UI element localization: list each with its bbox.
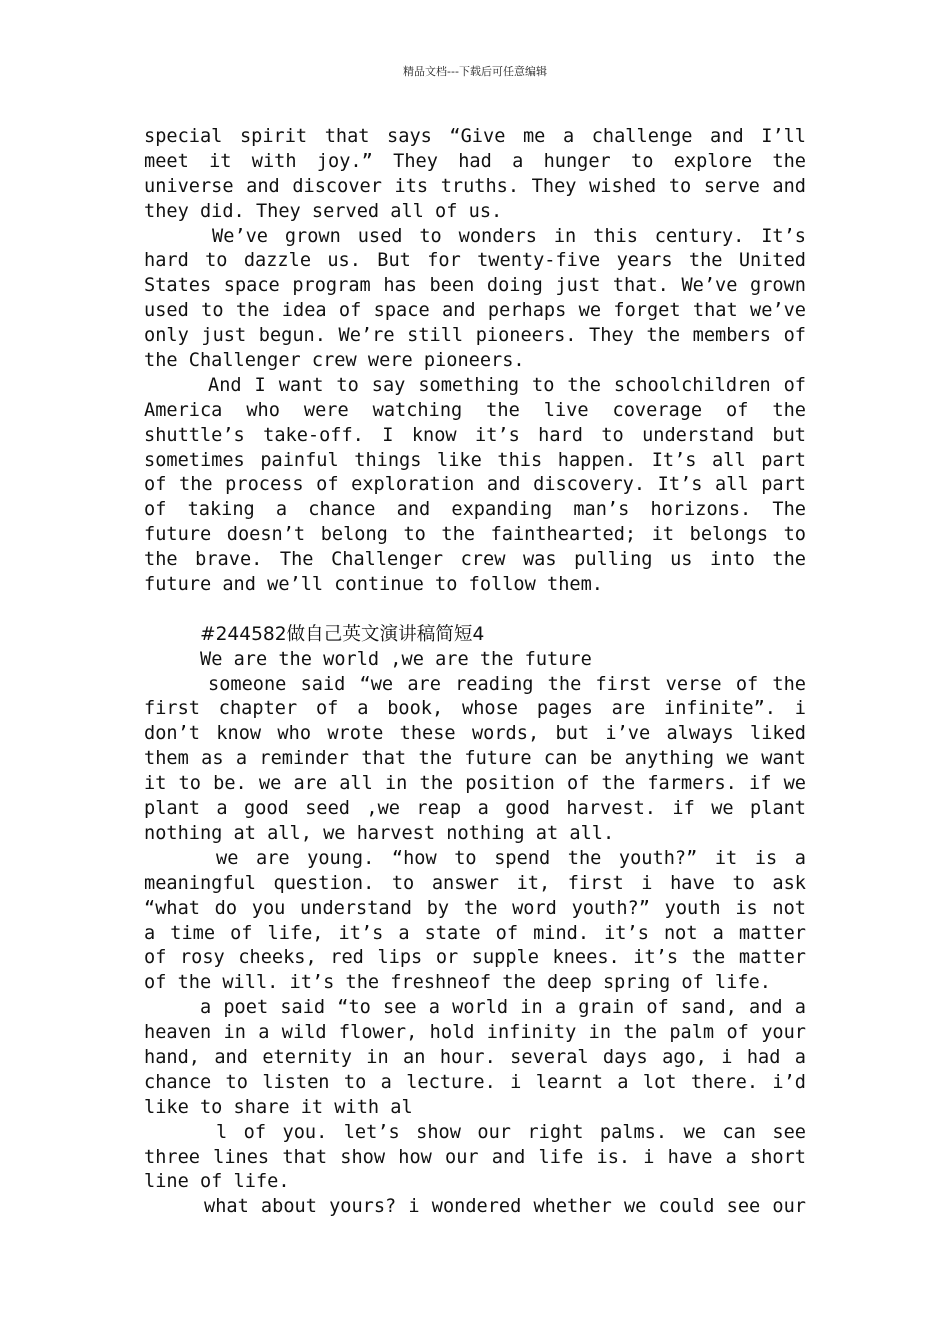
text-line: someone said “we are reading the first verse of the [208, 673, 806, 695]
text-line: chance to listen to a lecture. i learnt a lot there. i’d [144, 1071, 806, 1093]
text-line: future doesn’t belong to the fainthearted; it belongs to [144, 524, 806, 546]
text-line: the brave. The Challenger crew was pulling us into the [144, 549, 806, 571]
text-line: it to be. we are all in the position of the farmers. if we [144, 773, 806, 795]
text-line: sometimes painful things like this happen. It’s all part [144, 449, 806, 471]
text-line: of the will. it’s the freshneof the deep spring of life. [144, 972, 771, 994]
text-line: like to share it with al [144, 1096, 413, 1118]
text-line: don’t know who wrote these words, but i’ve always liked [144, 723, 806, 745]
text-line: of taking a chance and expanding man’s horizons. The [144, 499, 806, 521]
text-line: l of you. let’s show our right palms. we can see [216, 1121, 806, 1143]
text-line: shuttle’s take-off. I know it’s hard to understand but [144, 424, 806, 446]
text-line: plant a good seed ,we reap a good harvest. if we plant [144, 798, 806, 820]
text-line: meet it with joy.” They had a hunger to explore the [144, 150, 806, 172]
text-line: We’ve grown used to wonders in this century. It’s [212, 225, 806, 247]
text-line: only just begun. We’re still pioneers. They the members of [144, 325, 806, 347]
text-line: meaningful question. to answer it, first i have to ask [144, 872, 806, 894]
text-line: the Challenger crew were pioneers. [144, 350, 525, 372]
text-line: hand, and eternity in an hour. several days ago, i had a [144, 1046, 806, 1068]
text-line: future and we’ll continue to follow them. [144, 574, 603, 596]
text-line: we are young. “how to spend the youth?” it is a [216, 847, 806, 869]
text-line: And I want to say something to the schoolchildren of [208, 374, 806, 396]
text-line: universe and discover its truths. They wished to serve and [144, 175, 806, 197]
text-line: America who were watching the live coverage of the [144, 399, 806, 421]
text-line: of the process of exploration and discovery. It’s all part [144, 474, 806, 496]
text-line: used to the idea of space and perhaps we forget that we’ve [144, 300, 806, 322]
text-line: line of life. [144, 1171, 290, 1193]
text-line: what about yours? i wondered whether we could see our [204, 1196, 806, 1218]
text-line: special spirit that says “Give me a challenge and I’ll [144, 126, 806, 147]
document-body [144, 125, 806, 1220]
text-line: We are the world ,we are the future [200, 648, 592, 670]
page-header: 精品文档---下载后可任意编辑 [403, 65, 547, 78]
text-line: a time of life, it’s a state of mind. it’s not a matter [144, 922, 806, 944]
section-heading: #244582做自己英文演讲稿简短4 [200, 623, 485, 645]
blank-line [144, 598, 806, 623]
text-line: they did. They served all of us. [144, 200, 503, 222]
text-line: hard to dazzle us. But for twenty-five years the United [144, 250, 806, 272]
text-line: first chapter of a book, whose pages are infinite”. i [144, 698, 806, 720]
text-line: nothing at all, we harvest nothing at all. [144, 822, 615, 844]
text-line: them as a reminder that the future can be anything we want [144, 748, 806, 770]
text-line: heaven in a wild flower, hold infinity in the palm of your [144, 1022, 806, 1044]
text-line: a poet said “to see a world in a grain of sand, and a [200, 997, 806, 1019]
text-line: States space program has been doing just that. We’ve grown [144, 275, 806, 297]
text-line: three lines that show how our and life is. i have a short [144, 1146, 806, 1168]
text-line: “what do you understand by the word youth?” youth is not [144, 897, 806, 919]
text-line: of rosy cheeks, red lips or supple knees. it’s the matter [144, 947, 806, 969]
